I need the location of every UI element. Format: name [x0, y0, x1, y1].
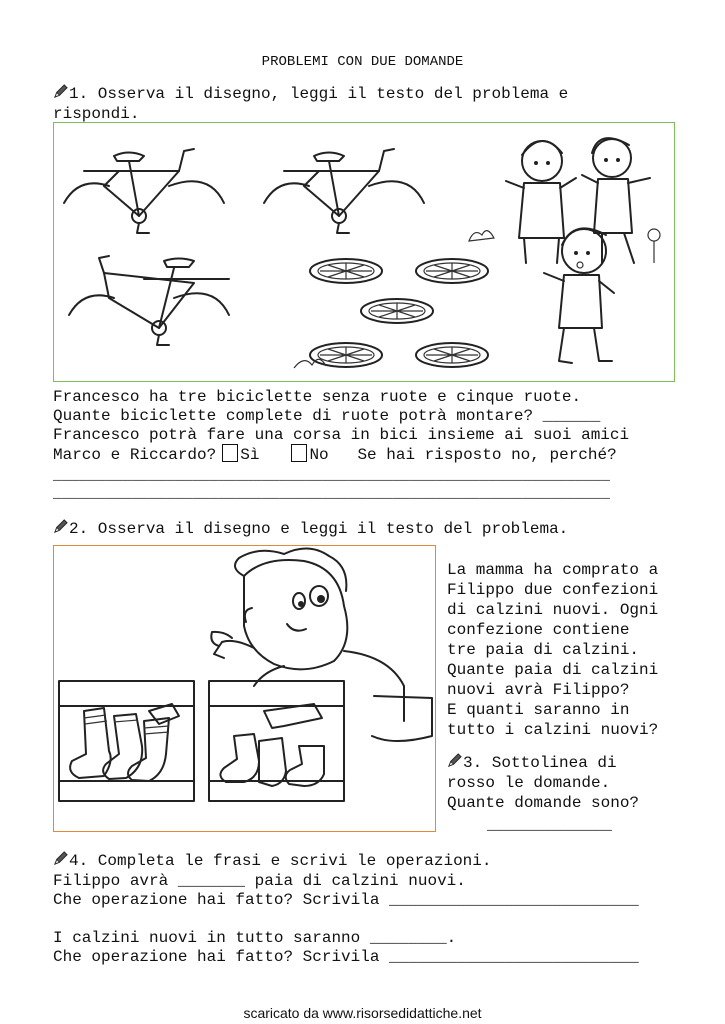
- answer-line-2[interactable]: ________________________________________________________________: [53, 486, 610, 502]
- wheel-2: [416, 259, 488, 283]
- ex1-text-line2: Quante biciclette complete di ruote potrà montare? ______: [53, 407, 601, 425]
- ex2-text-line: E quanti saranno in: [447, 701, 630, 719]
- ex3-line2: rosso le domande.: [447, 774, 611, 792]
- footer-source: scaricato da www.risorsedidattiche.net: [243, 1005, 482, 1021]
- ex4-heading-text: 4. Completa le frasi e scrivi le operazioni.: [69, 852, 492, 870]
- wheel-3: [361, 299, 433, 323]
- ex4-line3[interactable]: I calzini nuovi in tutto saranno ________.: [53, 929, 457, 947]
- sock-grey-3: [259, 738, 286, 786]
- children-drawing: [294, 138, 660, 368]
- wheel-4: [310, 343, 382, 367]
- ex2-text-line: confezione contiene: [447, 621, 630, 639]
- boy-drawing: [211, 548, 432, 741]
- sock-grey-1: [264, 704, 322, 728]
- ex2-text-line: nuovi avrà Filippo?: [447, 681, 630, 699]
- pencil-icon: [447, 753, 462, 768]
- sock-grey-2: [220, 734, 259, 782]
- ex3-line3: Quante domande sono?: [447, 794, 640, 812]
- pencil-icon: [53, 84, 68, 99]
- bicycle-frame-2: [264, 149, 424, 233]
- ex2-heading: [53, 519, 568, 539]
- ex4-line4[interactable]: Che operazione hai fatto? Scrivila __________________________: [53, 948, 639, 966]
- ex4-line2[interactable]: Che operazione hai fatto? Scrivila __________________________: [53, 891, 639, 909]
- checkbox-yes[interactable]: [222, 444, 238, 462]
- bicycle-frame-3: [69, 256, 229, 345]
- answer-line-1[interactable]: ________________________________________________________________: [53, 468, 610, 484]
- grass-tuft: [469, 231, 494, 241]
- child-2: [582, 138, 650, 263]
- ex2-text-line: di calzini nuovi. Ogni: [447, 601, 659, 619]
- child-1: [506, 141, 576, 263]
- socks-drawing: [54, 546, 435, 831]
- ex3-line1: [447, 753, 617, 773]
- checkbox-no[interactable]: [291, 444, 307, 462]
- package-2: [209, 681, 344, 801]
- pencil-icon: [53, 519, 68, 534]
- ex2-text-line: Quante paia di calzini: [447, 661, 659, 679]
- ex1-text-line1: Francesco ha tre biciclette senza ruote e cinque ruote.: [53, 388, 582, 406]
- ex1-question-why: Se hai risposto no, perché?: [357, 446, 617, 464]
- bicycles-drawing: [54, 123, 674, 381]
- ex1-text-line4: [53, 444, 617, 465]
- label-yes: Sì: [240, 446, 260, 464]
- ex1-heading-line2: rispondi.: [53, 105, 140, 123]
- bicycles-illustration: [53, 122, 675, 382]
- package-1: [59, 681, 194, 801]
- bicycle-frame-1: [64, 149, 224, 233]
- ex3-answer-line[interactable]: _____________: [487, 816, 612, 834]
- child-3: [544, 228, 614, 363]
- socks-illustration: [53, 545, 436, 832]
- ex1-heading-line1: 1. Osserva il disegno, leggi il testo del problema e: [69, 85, 569, 103]
- ex2-text-line: tre paia di calzini.: [447, 641, 640, 659]
- ex2-text-line: Filippo due confezioni: [447, 581, 659, 599]
- page-title: PROBLEMI CON DUE DOMANDE: [261, 54, 464, 70]
- ex2-text-line: tutto i calzini nuovi?: [447, 721, 659, 739]
- ex1-question-friends: Marco e Riccardo?: [53, 446, 217, 464]
- ex3-line1-text: 3. Sottolinea di: [463, 754, 617, 772]
- ex4-heading: [53, 851, 491, 871]
- pencil-icon: [53, 851, 68, 866]
- wheels: [310, 259, 488, 367]
- ex2-heading-text: 2. Osserva il disegno e leggi il testo del problema.: [69, 520, 569, 538]
- label-no: No: [309, 446, 329, 464]
- ex1-text-line3: Francesco potrà fare una corsa in bici insieme ai suoi amici: [53, 426, 630, 444]
- wheel-1: [310, 259, 382, 283]
- flower: [648, 229, 660, 241]
- ex4-line1[interactable]: Filippo avrà _______ paia di calzini nuovi.: [53, 872, 466, 890]
- ex1-heading: [53, 84, 568, 104]
- wheel-5: [416, 343, 488, 367]
- ex2-text-line: La mamma ha comprato a: [447, 561, 659, 579]
